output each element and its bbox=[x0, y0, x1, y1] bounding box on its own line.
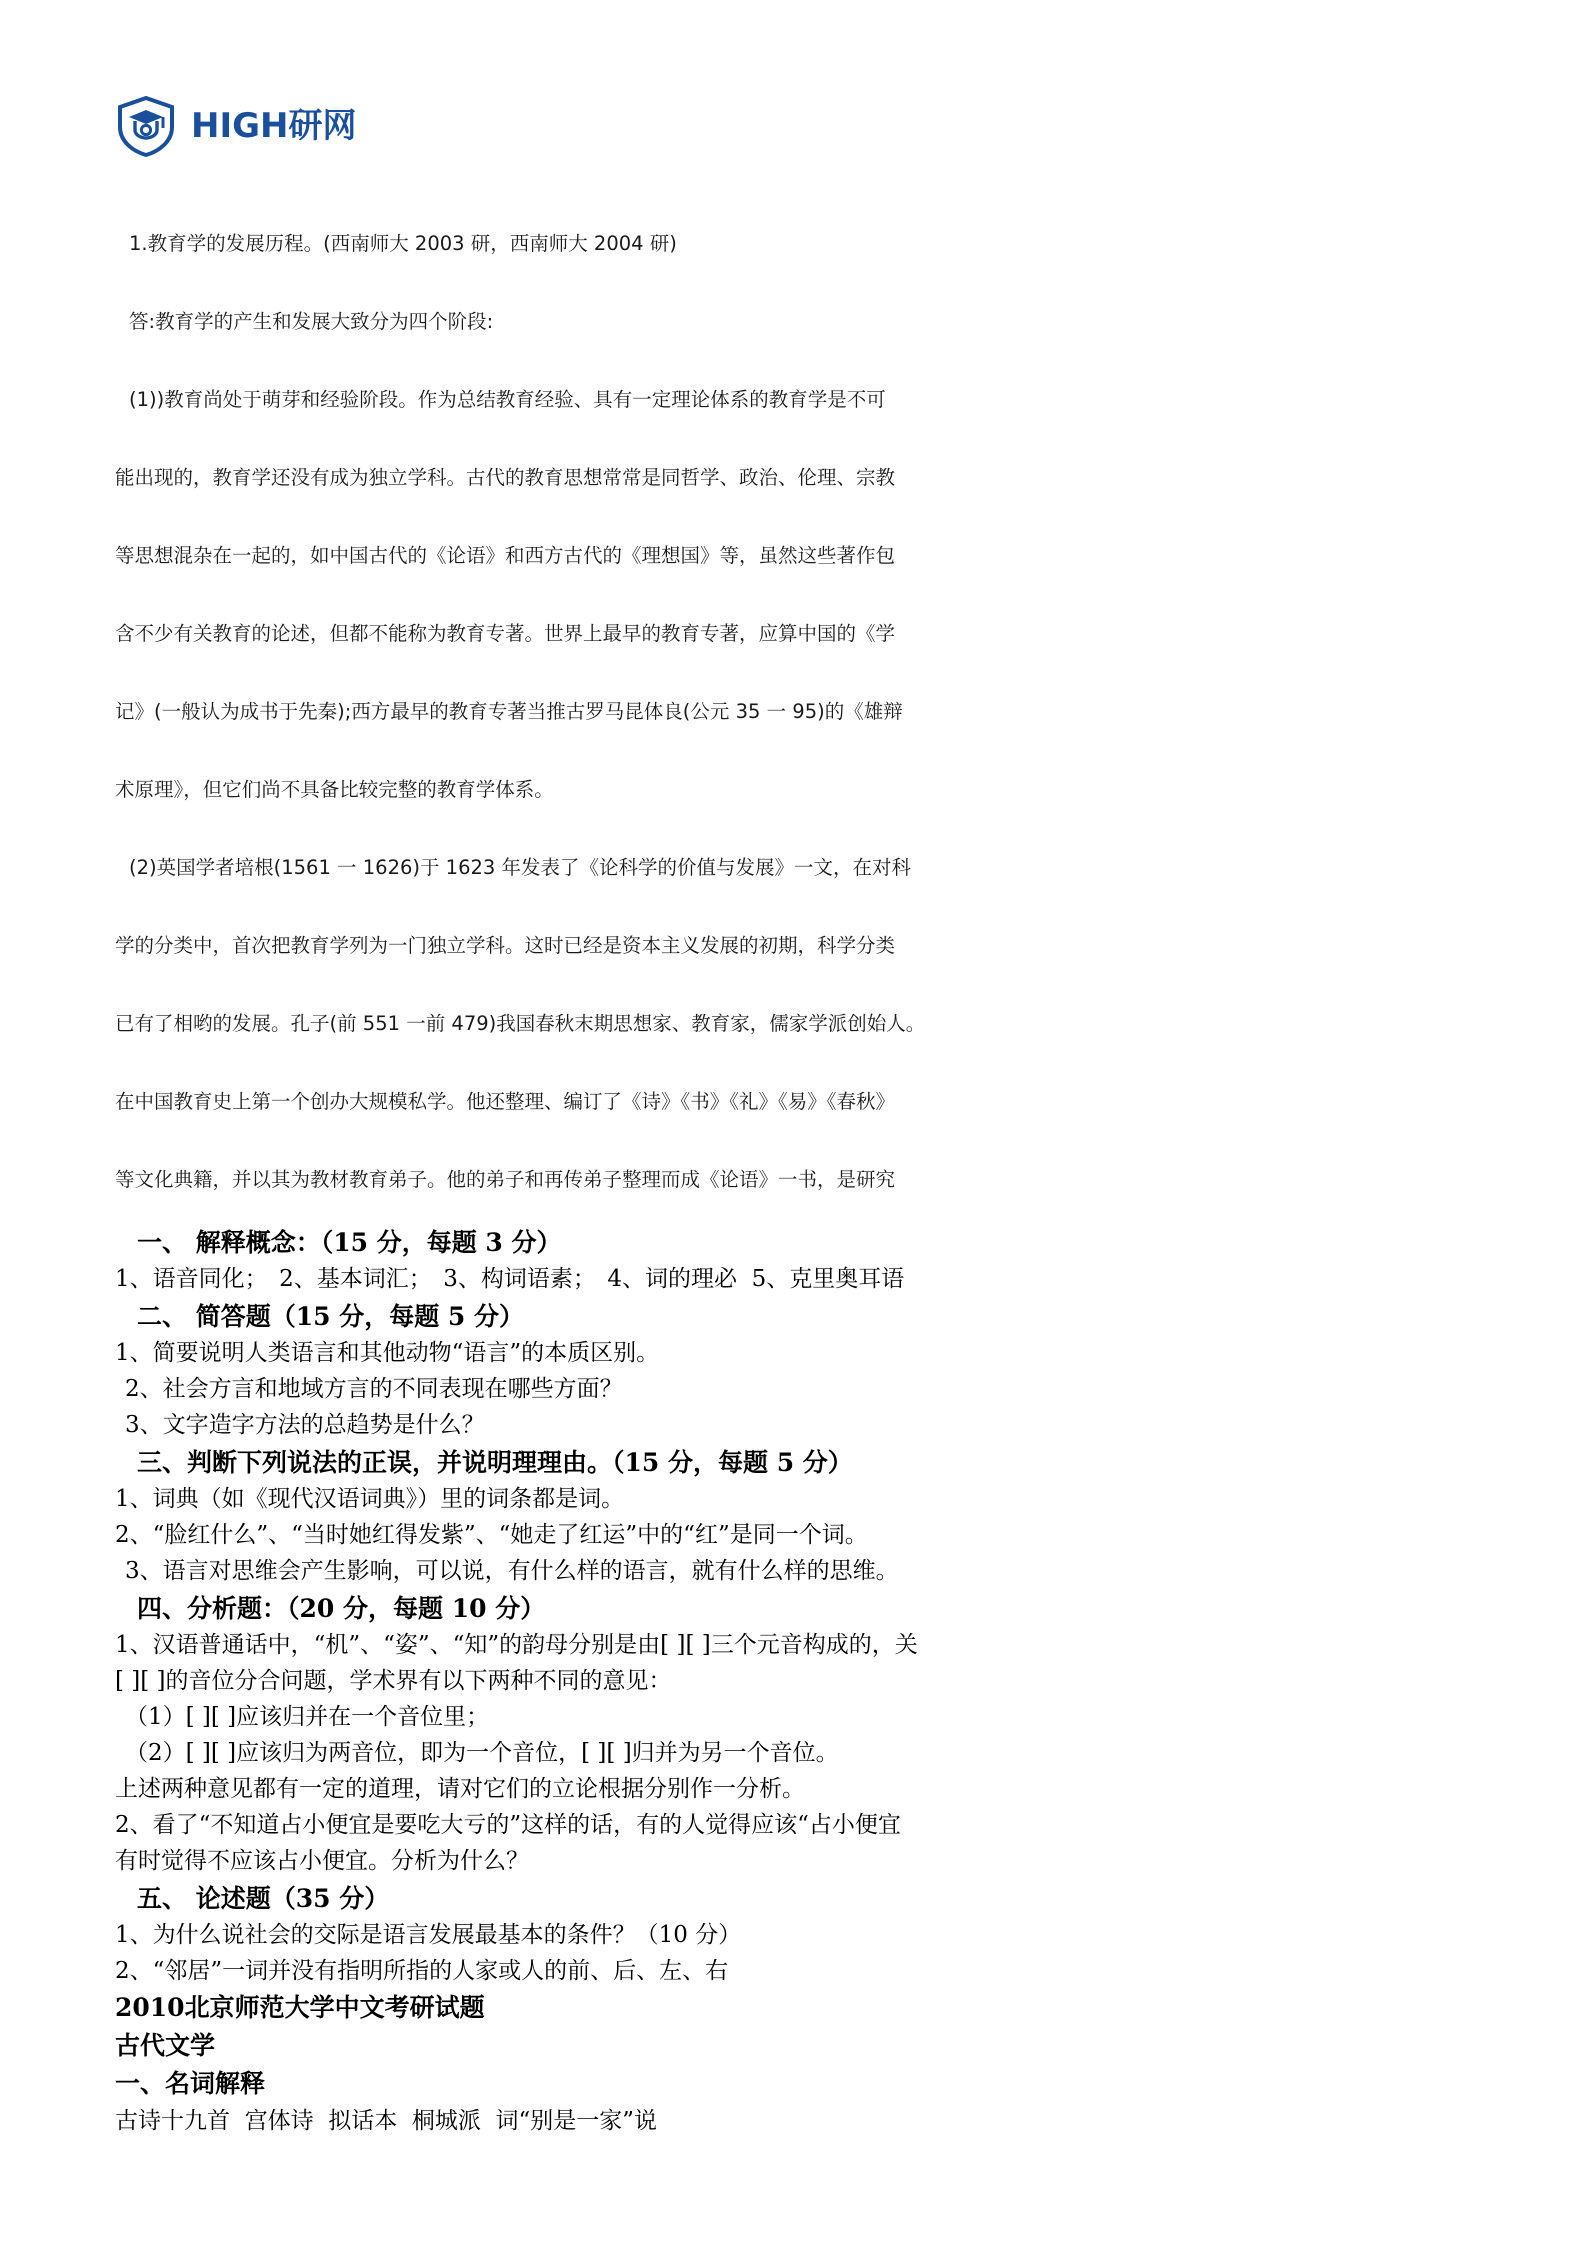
exam-question-line: 上述两种意见都有一定的道理，请对它们的立论根据分别作一分析。 bbox=[115, 1776, 805, 1802]
exam-question-line: 3、语言对思维会产生影响，可以说，有什么样的语言，就有什么样的思维。 bbox=[125, 1558, 899, 1584]
article-paragraph: 记》(一般认为成书于先秦);西方最早的教育专著当推古罗马昆体良(公元 35 一 95)的《雄辩 bbox=[115, 700, 903, 723]
exam-question-line: 2、社会方言和地域方言的不同表现在哪些方面？ bbox=[125, 1376, 623, 1402]
exam-question-line: （2）[ ][ ]应该归为两音位，即为一个音位，[ ][ ]归并为另一个音位。 bbox=[125, 1740, 839, 1766]
article-paragraph: 在中国教育史上第一个创办大规模私学。他还整理、编订了《诗》《书》《礼》《易》《春秋》 bbox=[115, 1090, 896, 1113]
article-paragraph: 已有了相哟的发展。孔子(前 551 一前 479)我国春秋末期思想家、教育家，儒家学派创始人。 bbox=[115, 1012, 926, 1035]
exam-question-line: 1、简要说明人类语言和其他动物“语言”的本质区别。 bbox=[115, 1340, 660, 1366]
article-paragraph: 等文化典籍，并以其为教材教育弟子。他的弟子和再传弟子整理而成《论语》一书，是研究 bbox=[115, 1168, 896, 1191]
exam-section-heading: 二、 简答题（15 分，每题 5 分） bbox=[137, 1302, 525, 1331]
article-paragraph: 答:教育学的产生和发展大致分为四个阶段: bbox=[129, 310, 494, 333]
article-paragraph: 学的分类中，首次把教育学列为一门独立学科。这时已经是资本主义发展的初期，科学分类 bbox=[115, 934, 896, 957]
exam-section-heading: 一、 解释概念：（15 分，每题 3 分） bbox=[137, 1228, 562, 1257]
article-paragraph: 能出现的，教育学还没有成为独立学科。古代的教育思想常常是同哲学、政治、伦理、宗教 bbox=[115, 466, 896, 489]
exam-question-line: 古诗十九首 宫体诗 拟话本 桐城派 词“别是一家”说 bbox=[115, 2108, 658, 2134]
article-paragraph: 含不少有关教育的论述，但都不能称为教育专著。世界上最早的教育专著，应算中国的《学 bbox=[115, 622, 896, 645]
graduation-cap-shield-icon bbox=[115, 95, 177, 157]
exam-question-line: （1）[ ][ ]应该归并在一个音位里； bbox=[125, 1704, 490, 1730]
exam-paper-title: 2010北京师范大学中文考研试题 bbox=[115, 1993, 485, 2022]
exam-question-line: 1、语音同化； 2、基本词汇； 3、构词语素； 4、词的理必 5、克里奥耳语 bbox=[115, 1266, 905, 1292]
article-paragraph: 术原理》，但它们尚不具备比较完整的教育学体系。 bbox=[115, 778, 554, 801]
exam-question-line: 1、汉语普通话中，“机”、“姿”、“知”的韵母分别是由[ ][ ]三个元音构成的，关 bbox=[115, 1632, 918, 1658]
exam-subject-title: 古代文学 bbox=[115, 2031, 216, 2060]
exam-question-line: 2、“脸红什么”、“当时她红得发紫”、“她走了红运”中的“红”是同一个词。 bbox=[115, 1522, 868, 1548]
article-paragraph: 等思想混杂在一起的，如中国古代的《论语》和西方古代的《理想国》等，虽然这些著作包 bbox=[115, 544, 896, 567]
exam-section-heading: 五、 论述题（35 分） bbox=[137, 1884, 390, 1913]
article-paragraph: (2)英国学者培根(1561 一 1626)于 1623 年发表了《论科学的价值与发展》一文，在对科 bbox=[129, 856, 912, 879]
exam-question-line: 有时觉得不应该占小便宜。分析为什么？ bbox=[115, 1848, 529, 1874]
article-paragraph: 1.教育学的发展历程。(西南师大 2003 研，西南师大 2004 研) bbox=[129, 232, 677, 255]
exam-section-heading: 四、分析题：（20 分，每题 10 分） bbox=[137, 1594, 546, 1623]
exam-section-heading: 一、名词解释 bbox=[115, 2069, 266, 2098]
exam-question-line: 2、“邻居”一词并没有指明所指的人家或人的前、后、左、右 bbox=[115, 1958, 729, 1984]
exam-question-line: 2、看了“不知道占小便宜是要吃大亏的”这样的话，有的人觉得应该“占小便宜 bbox=[115, 1812, 901, 1838]
article-paragraph: (1))教育尚处于萌芽和经验阶段。作为总结教育经验、具有一定理论体系的教育学是不可 bbox=[129, 388, 886, 411]
site-logo-text: HIGH研网 bbox=[191, 106, 357, 146]
site-logo bbox=[115, 95, 1467, 157]
exam-section-heading: 三、判断下列说法的正误，并说明理理由。（15 分，每题 5 分） bbox=[137, 1448, 853, 1477]
exam-question-line: 1、为什么说社会的交际是语言发展最基本的条件？（10 分） bbox=[115, 1922, 742, 1948]
article-body bbox=[115, 205, 1467, 1219]
exam-paper bbox=[115, 1225, 1467, 2139]
exam-question-line: [ ][ ]的音位分合问题，学术界有以下两种不同的意见： bbox=[115, 1668, 672, 1694]
exam-question-line: 1、词典（如《现代汉语词典》）里的词条都是词。 bbox=[115, 1486, 625, 1512]
exam-question-line: 3、文字造字方法的总趋势是什么？ bbox=[125, 1412, 485, 1438]
